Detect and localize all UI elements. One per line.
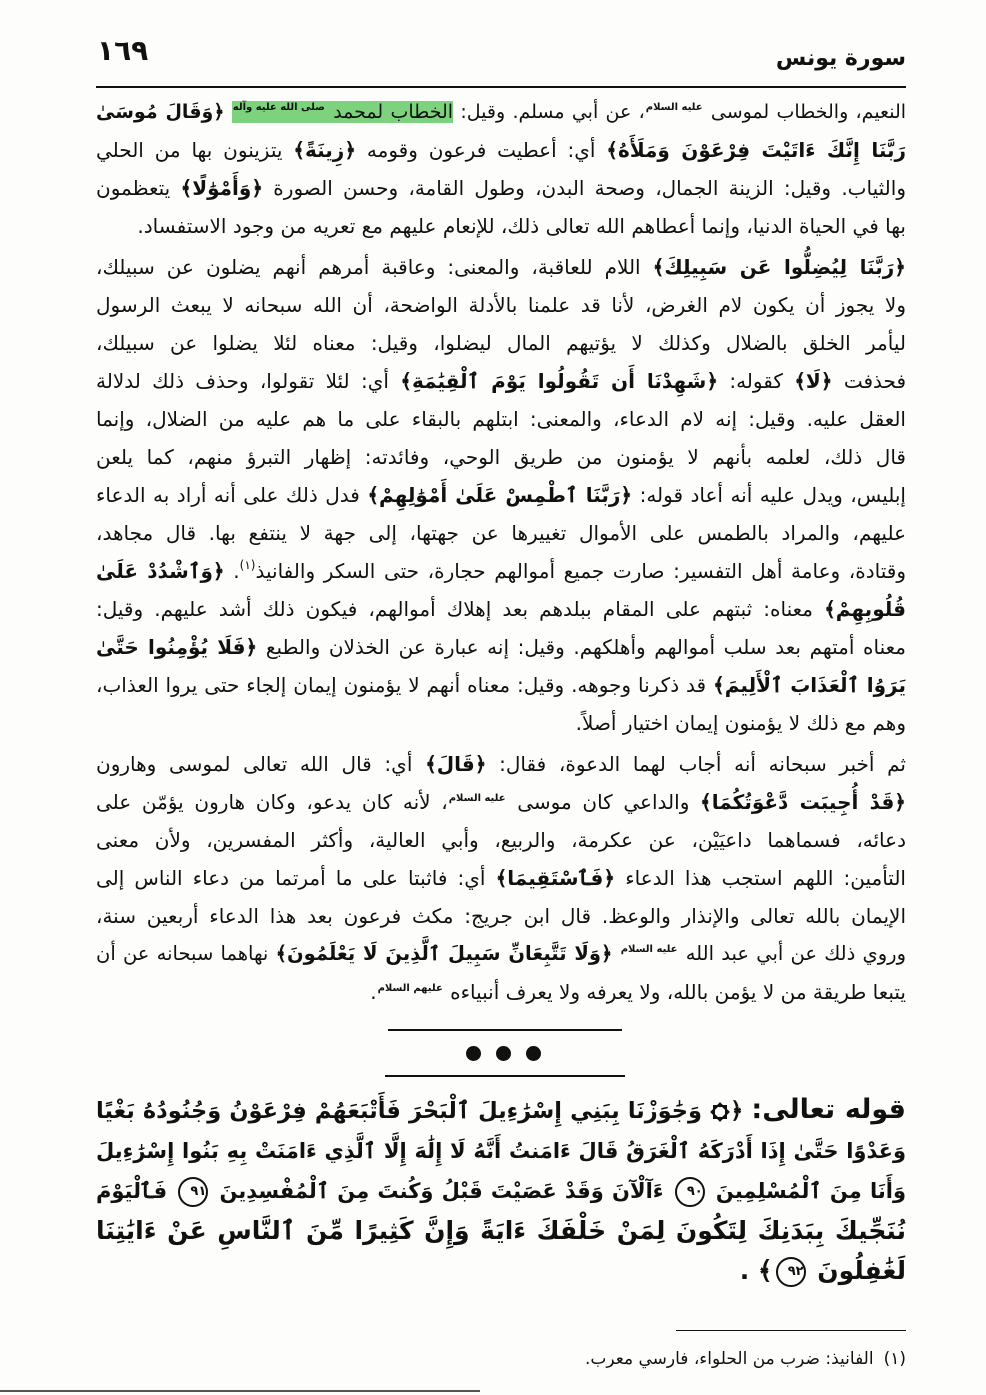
paragraph [96, 745, 906, 1011]
text-run: كقوله: [718, 369, 795, 393]
text-run: والداعي كان موسى [506, 790, 701, 814]
text-run: دعائه، فسماهما داعيَيْن، عن عكرمة، والربيع، وأبي العالية، وأكثر المفسرين، ولأن معنى [96, 828, 906, 852]
footnote-text: الفانيذ: ضرب من الحلواء، فارسي معرب. [584, 1349, 874, 1369]
text-run: أي: فاثبتا على ما أمرتما من دعاء الناس إلى [96, 866, 496, 890]
text-run: وهم مع ذلك لا يؤمنون إيمان اختيار أصلاً. [575, 711, 906, 735]
text-run [224, 101, 231, 123]
text-run: إبليس، ويدل عليه أنه أعاد قوله: [632, 483, 906, 507]
quran-quote: ﴿وَٱشْدُدْ عَلَىٰ [96, 559, 225, 583]
text-run: ، عن أبي مسلم. وقيل: [453, 101, 645, 123]
quran-quote: ﴿فَٱسْتَقِيمَا﴾ [495, 866, 616, 890]
text-run: عليهم، والمراد بالطمس على الأموال تغييرها عن جهتها، إلى جهة لا ينتفع بها. قال مجاهد، [96, 521, 906, 545]
text-run: والثياب. وقيل: الزينة الجمال، وصحة البدن، وطول القامة، وحسن الصورة [263, 176, 906, 200]
text-run: يتزينون بها من الحلي [96, 138, 294, 162]
text-run: يتعظمون [96, 176, 181, 200]
surah-title: سورة يونس [775, 46, 906, 71]
text-run: ثم أخبر سبحانه أنه أجاب لهما الدعوة، فقال: [486, 752, 906, 776]
text-run: اللام للعاقبة، والمعنى: وعاقبة أمرهم أنهم يضلون عن سبيلك، [96, 255, 653, 279]
text-line [96, 897, 906, 935]
text-run: وروي ذلك عن أبي عبد الله [678, 942, 906, 965]
text-run: ﴿ [730, 1098, 752, 1124]
text-run: فدل ذلك على أنه أراد به الدعاء [96, 483, 368, 507]
verse-intro-label: قوله تعالى: [751, 1094, 906, 1125]
ornament-dot [466, 1046, 481, 1061]
text-run: وَعَدْوًا حَتَّىٰ إِذَا أَدْرَكَهُ ٱلْغَرَقُ قَالَ ءَامَنتُ أَنَّهُ لَا إِلَٰهَ إِلَّا ٱلَّذِي ءَامَنَتْ بِهِ بَنُوا إِسْرَٰءِيلَ [96, 1139, 906, 1163]
text-line [96, 973, 906, 1011]
text-line [96, 476, 906, 514]
ayah-number-marker: ٩١ [178, 1177, 208, 1207]
text-run: الخطاب لمحمد [325, 101, 454, 123]
footnote-marker: (١) [883, 1349, 906, 1369]
highlighted-text [232, 101, 453, 123]
rub-el-hizb-icon [712, 1104, 728, 1120]
ayah-number-marker: ٩٢ [776, 1257, 806, 1287]
quran-quote: ﴿وَقَالَ مُوسَىٰ [96, 101, 225, 123]
text-line [96, 286, 906, 324]
text-line [96, 207, 906, 245]
text-line [96, 590, 906, 628]
text-run: ءَآلْآنَ وَقَدْ عَصَيْتَ قَبْلُ وَكُنتَ مِنَ ٱلْمُفْسِدِينَ [211, 1179, 672, 1203]
quran-quote: ﴿زِينَةً﴾ [293, 138, 357, 162]
text-run: ﴾ . [739, 1256, 773, 1285]
text-run: معناه: ثبتهم على المقام ببلدهم بعد إهلاك أموالهم، فيكون ذلك أشد عليهم. وقيل: [96, 597, 825, 621]
verse-block [96, 1090, 906, 1291]
honorific-ligature: صلى الله عليه وآله [232, 102, 325, 113]
text-line [96, 1251, 906, 1291]
scan-edge-line [0, 1390, 480, 1392]
quran-quote: قُلُوبِهِمْ﴾ [824, 597, 906, 621]
honorific-ligature: عليه السلام [620, 944, 678, 955]
page-number: ١٦٩ [97, 34, 149, 67]
text-line [96, 859, 906, 897]
text-run: قد ذكرنا وجوهه. وقيل: معناه أنهم لا يؤمنون إيمان إلجاء حتى يروا العذاب، [96, 673, 713, 697]
quran-quote: ﴿قَالَ﴾ [425, 752, 487, 776]
text-line [96, 552, 906, 590]
text-run: التأمين: اللهم استجب هذا الدعاء [615, 866, 906, 890]
quran-quote: ﴿رَبَّنَا لِيُضِلُّوا عَن سَبِيلِكَ﴾ [652, 255, 906, 279]
text-run: . [370, 980, 377, 1004]
three-dots-ornament-icon [466, 1046, 541, 1061]
text-line [96, 1090, 906, 1131]
text-line [96, 1131, 906, 1171]
quran-quote: ﴿شَهِدْنَا أَن تَقُولُوا يَوْمَ ٱلْقِيَٰمَةِ﴾ [400, 369, 719, 393]
footnote [585, 1347, 906, 1371]
text-line [96, 438, 906, 476]
text-run: ولا يجوز أن يكون لام الغرض، لأنا قد علمنا بالأدلة الواضحة، أن الله سبحانه لا يبعث الرسول [96, 293, 906, 317]
text-line [96, 324, 906, 362]
text-run: وَأَنَا مِنَ ٱلْمُسْلِمِينَ [707, 1179, 906, 1203]
text-run: أي: أعطيت فرعون وقومه [356, 138, 607, 162]
ornament-dot [496, 1046, 511, 1061]
text-run: نُنَجِّيكَ بِبَدَنِكَ لِتَكُونَ لِمَنْ خَلْفَكَ ءَايَةً وَإِنَّ كَثِيرًا مِّنَ ٱلنَّاسِ عَنْ ءَايَٰتِنَا [96, 1216, 906, 1245]
paragraph [96, 248, 906, 742]
text-line [96, 821, 906, 859]
text-line [96, 131, 906, 169]
quran-quote: رَبَّنَا إِنَّكَ ءَاتَيْتَ فِرْعَوْنَ وَمَلَأَهُ﴾ [606, 138, 907, 162]
text-run: لَغَٰفِلُونَ [808, 1256, 906, 1285]
divider-line-top [388, 1029, 622, 1031]
quran-quote: ﴿رَبَّنَا ٱطْمِسْ عَلَىٰ أَمْوَٰلِهِمْ﴾ [367, 483, 633, 507]
text-line [96, 628, 906, 666]
text-run: بها في الحياة الدنيا، وإنما أعطاهم الله تعالى ذلك، للإنعام عليهم مع تعريه من وجود الاستفساد. [137, 214, 906, 238]
text-run [612, 942, 619, 965]
text-run: ليأمر الخلق بالضلال وكذلك لا يؤتيهم المال ليضلوا، وقيل: معناه لئلا يضلوا عن سبيلك، [96, 331, 906, 355]
text-run: وقتادة، وعامة أهل التفسير: صارت جميع أموالهم حجارة، حتى السكر والفانيذ [255, 559, 906, 583]
text-run: يتبعا طريقة من لا يؤمن بالله، ولا يعرفه ولا يعرف أنبياءه [443, 980, 906, 1004]
text-line [96, 248, 906, 286]
text-run: معناه أمتهم بعد سلب أموالهم وأهلكهم. وقيل: إنه عبارة عن الخذلان والطبع [257, 635, 907, 659]
ornament-dot [526, 1046, 541, 1061]
text-run: أي: لئلا تقولوا، وحذف ذلك لدلالة [96, 369, 401, 393]
quran-quote: يَرَوُا ٱلْعَذَابَ ٱلْأَلِيمَ﴾ [713, 673, 906, 697]
text-run: فَٱلْيَوْمَ [96, 1179, 176, 1203]
text-run: الإيمان بالله تعالى والإنذار والوعظ. قال ابن جريج: مكث فرعون بعد هذا الدعاء أربعين سنة، [96, 904, 906, 928]
text-line [96, 400, 906, 438]
text-line [96, 666, 906, 704]
text-line [96, 169, 906, 207]
text-run: ، لأنه كان يدعو، وكان هارون يؤمّن على [96, 790, 448, 814]
text-run: العقل عليه. وقيل: إنه لام الدعاء، والمعنى: ابتلهم بالبقاء على ما هم عليه من الضلال، وإنما [96, 407, 906, 431]
text-run: وَجَٰوَزْنَا بِبَنِي إِسْرَٰءِيلَ ٱلْبَحْرَ فَأَتْبَعَهُمْ فِرْعَوْنُ وَجُنُودُهُ بَغْيًا [96, 1098, 711, 1124]
text-run: . [224, 559, 240, 583]
honorific-ligature: عليهم السلام [377, 983, 443, 994]
ayah-number-marker: ٩٠ [675, 1177, 705, 1207]
commentary-body [96, 93, 906, 1011]
honorific-ligature: عليه السلام [645, 102, 703, 113]
quran-quote: ﴿وَلَا تَتَّبِعَانِّ سَبِيلَ ٱلَّذِينَ لَا يَعْلَمُونَ﴾ [275, 942, 613, 965]
text-line [96, 935, 906, 973]
text-line [96, 704, 906, 742]
quran-quote: ﴿فَلَا يُؤْمِنُوا حَتَّىٰ [96, 635, 258, 659]
text-line [96, 93, 906, 131]
quran-quote: ﴿لَا﴾ [794, 369, 833, 393]
footnote-rule [676, 1330, 906, 1331]
divider-line-bottom [385, 1075, 625, 1077]
text-run: قال ذلك، لعلمه بأنهم لا يؤمنون من طريق الوحي، وفائدته: إظهار التبرؤ منهم، كما يلعن [96, 445, 906, 469]
text-line [96, 783, 906, 821]
text-line [96, 514, 906, 552]
text-line [96, 1171, 906, 1211]
paragraph [96, 93, 906, 245]
text-run: نهاهما سبحانه عن أن [96, 942, 276, 965]
text-run: فحذفت [832, 369, 907, 393]
text-line [96, 1211, 906, 1251]
footnote-ref: (١) [239, 558, 256, 572]
honorific-ligature: عليه السلام [448, 793, 506, 804]
text-run: أي: قال الله تعالى لموسى وهارون [96, 752, 426, 776]
quran-quote: ﴿وَأَمْوَٰلًا﴾ [180, 176, 264, 200]
header-rule [96, 86, 906, 88]
quran-quote: ﴿قَدْ أُجِيبَت دَّعْوَتُكُمَا﴾ [700, 790, 907, 814]
text-line [96, 745, 906, 783]
text-run: النعيم، والخطاب لموسى [703, 101, 907, 123]
text-line [96, 362, 906, 400]
